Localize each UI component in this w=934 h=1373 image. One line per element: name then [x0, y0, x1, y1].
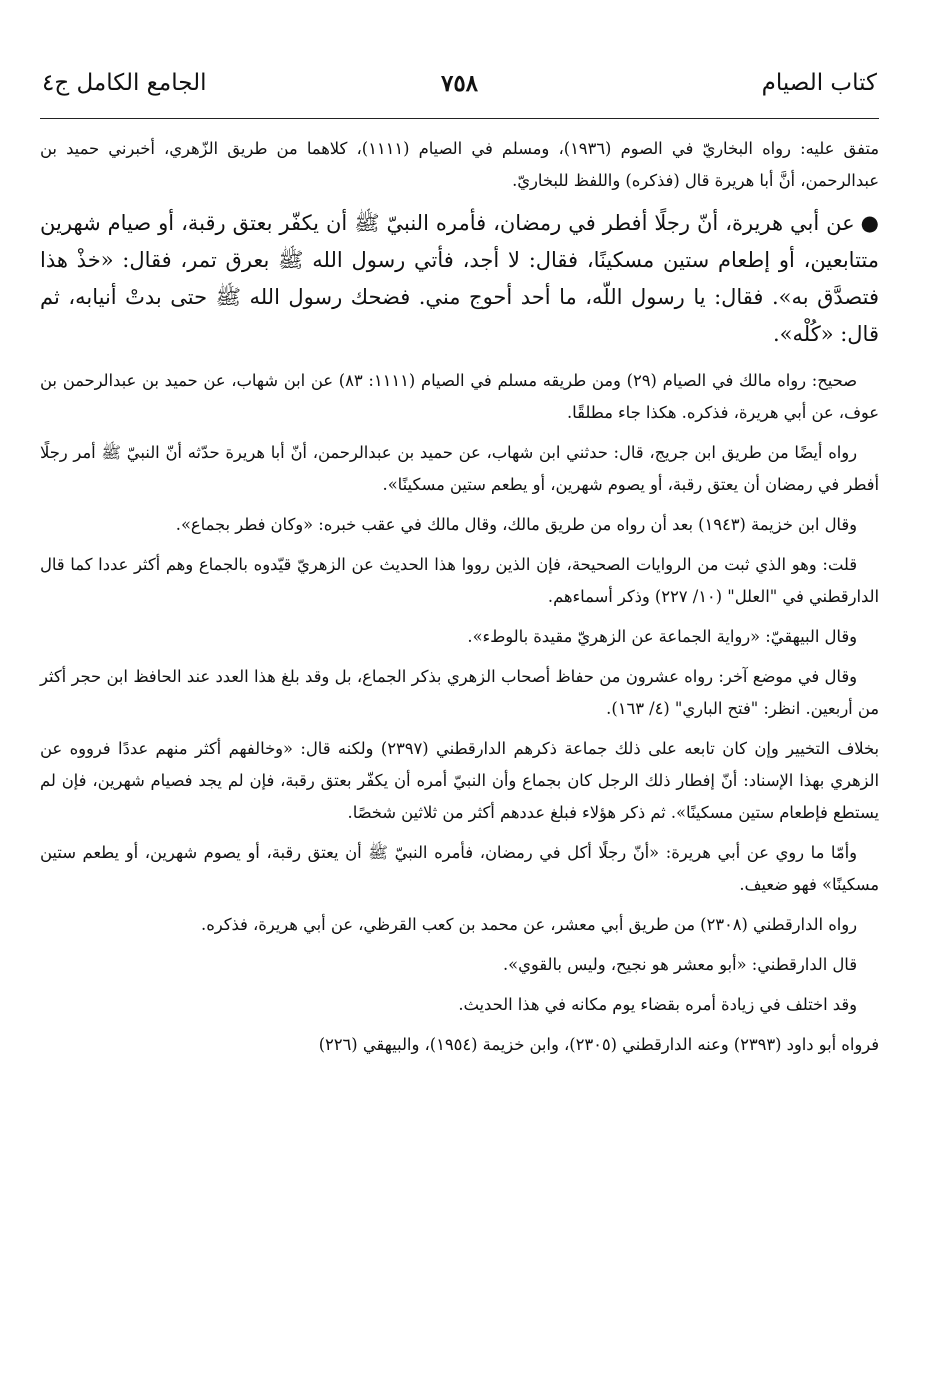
- takhrij-paragraph: متفق عليه: رواه البخاريّ في الصوم (١٩٣٦)، ومسلم في الصيام (١١١١)، كلاهما من طريق الزّهري، أخبرني حميد بن عبدالرحمن، أنَّ أبا هريرة قال (فذكره) واللفظ للبخاريّ.: [40, 139, 879, 190]
- commentary-paragraph: قلت: وهو الذي ثبت من الروايات الصحيحة، فإن الذين رووا هذا الحديث عن الزهريّ قيّدوه بالجماع وهم أكثر عددا كما قال الدارقطني في "العلل" (١٠/ ٢٢٧) وذكر أسماءهم.: [40, 555, 879, 606]
- commentary-paragraph: وقال ابن خزيمة (١٩٤٣) بعد أن رواه من طريق مالك، وقال مالك في عقب خبره: «وكان فطر بجماع».: [175, 515, 857, 534]
- book-page: [40, 60, 879, 1353]
- commentary-paragraph: وقد اختلف في زيادة أمره بقضاء يوم مكانه في هذا الحديث.: [458, 995, 857, 1014]
- hadith-text: [40, 205, 879, 353]
- running-header: [40, 60, 879, 119]
- commentary-paragraph: رواه الدارقطني (٢٣٠٨) من طريق أبي معشر، عن محمد بن كعب القرظي، عن أبي هريرة، فذكره.: [201, 915, 857, 934]
- commentary-paragraph: وقال البيهقيّ: «رواية الجماعة عن الزهريّ مقيدة بالوطء».: [467, 627, 857, 646]
- page-body: [40, 133, 879, 1061]
- commentary-paragraph: قال الدارقطني: «أبو معشر هو نجيح، وليس بالقوي».: [502, 955, 857, 974]
- commentary-paragraph: رواه أيضًا من طريق ابن جريج، قال: حدثني ابن شهاب، عن حميد بن عبدالرحمن، أنّ أبا هريرة حدّثه أنّ النبيّ ﷺ أمر رجلًا أفطر في رمضان أن يعتق رقبة، أو يصوم شهرين، أو يطعم ستين مسكينًا».: [40, 443, 879, 494]
- bullet-icon: ●: [860, 211, 879, 235]
- hadith-body: عن أبي هريرة، أنّ رجلًا أفطر في رمضان، فأمره النبيّ ﷺ أن يكفّر بعتق رقبة، أو صيام شهرين متتابعين، أو إطعام ستين مسكينًا، فقال: لا أجد، فأتي رسول الله ﷺ بعرق تمر، فقال: «خذْ هذا فتصدَّق به». فقال: يا رسول اللّه، ما أحد أحوج مني. فضحك رسول الله ﷺ حتى بدتْ أنيابه، ثم قال: «كُلْه».: [40, 211, 879, 346]
- page-number: ٧٥٨: [440, 70, 479, 97]
- commentary-paragraph: وقال في موضع آخر: رواه عشرون من حفاظ أصحاب الزهري بذكر الجماع، بل وقد بلغ هذا العدد عند الحافظ ابن حجر أكثر من أربعين. انظر: "فتح الباري" (٤/ ١٦٣).: [40, 667, 879, 718]
- commentary-paragraph: وأمّا ما روي عن أبي هريرة: «أنّ رجلًا أكل في رمضان، فأمره النبيّ ﷺ أن يعتق رقبة، أو يصوم شهرين، أو يطعم ستين مسكينًا» فهو ضعيف.: [40, 843, 879, 894]
- chapter-title: كتاب الصيام: [761, 70, 877, 96]
- commentary-paragraph: فرواه أبو داود (٢٣٩٣) وعنه الدارقطني (٢٣٠٥)، وابن خزيمة (١٩٥٤)، والبيهقي (٢٢٦): [318, 1035, 879, 1054]
- commentary-paragraph: بخلاف التخيير وإن كان تابعه على ذلك جماعة ذكرهم الدارقطني (٢٣٩٧) ولكنه قال: «وخالفهم أكثر منهم عددًا فرووه عن الزهري بهذا الإسناد: أنّ إفطار ذلك الرجل كان بجماع وأن النبيّ أمره أن يكفّر بعتق رقبة، فإن لم يجد فصيام شهرين، فإن لم يستطع فإطعام ستين مسكينًا». ثم ذكر هؤلاء فبلغ عددهم أكثر من ثلاثين شخصًا.: [40, 739, 879, 822]
- grading-paragraph: صحيح: رواه مالك في الصيام (٢٩) ومن طريقه مسلم في الصيام (١١١١: ٨٣) عن ابن شهاب، عن حميد بن عبدالرحمن بن عوف، عن أبي هريرة، فذكره. هكذا جاء مطلقًا.: [40, 371, 879, 422]
- book-title: الجامع الكامل ج٤: [42, 70, 207, 96]
